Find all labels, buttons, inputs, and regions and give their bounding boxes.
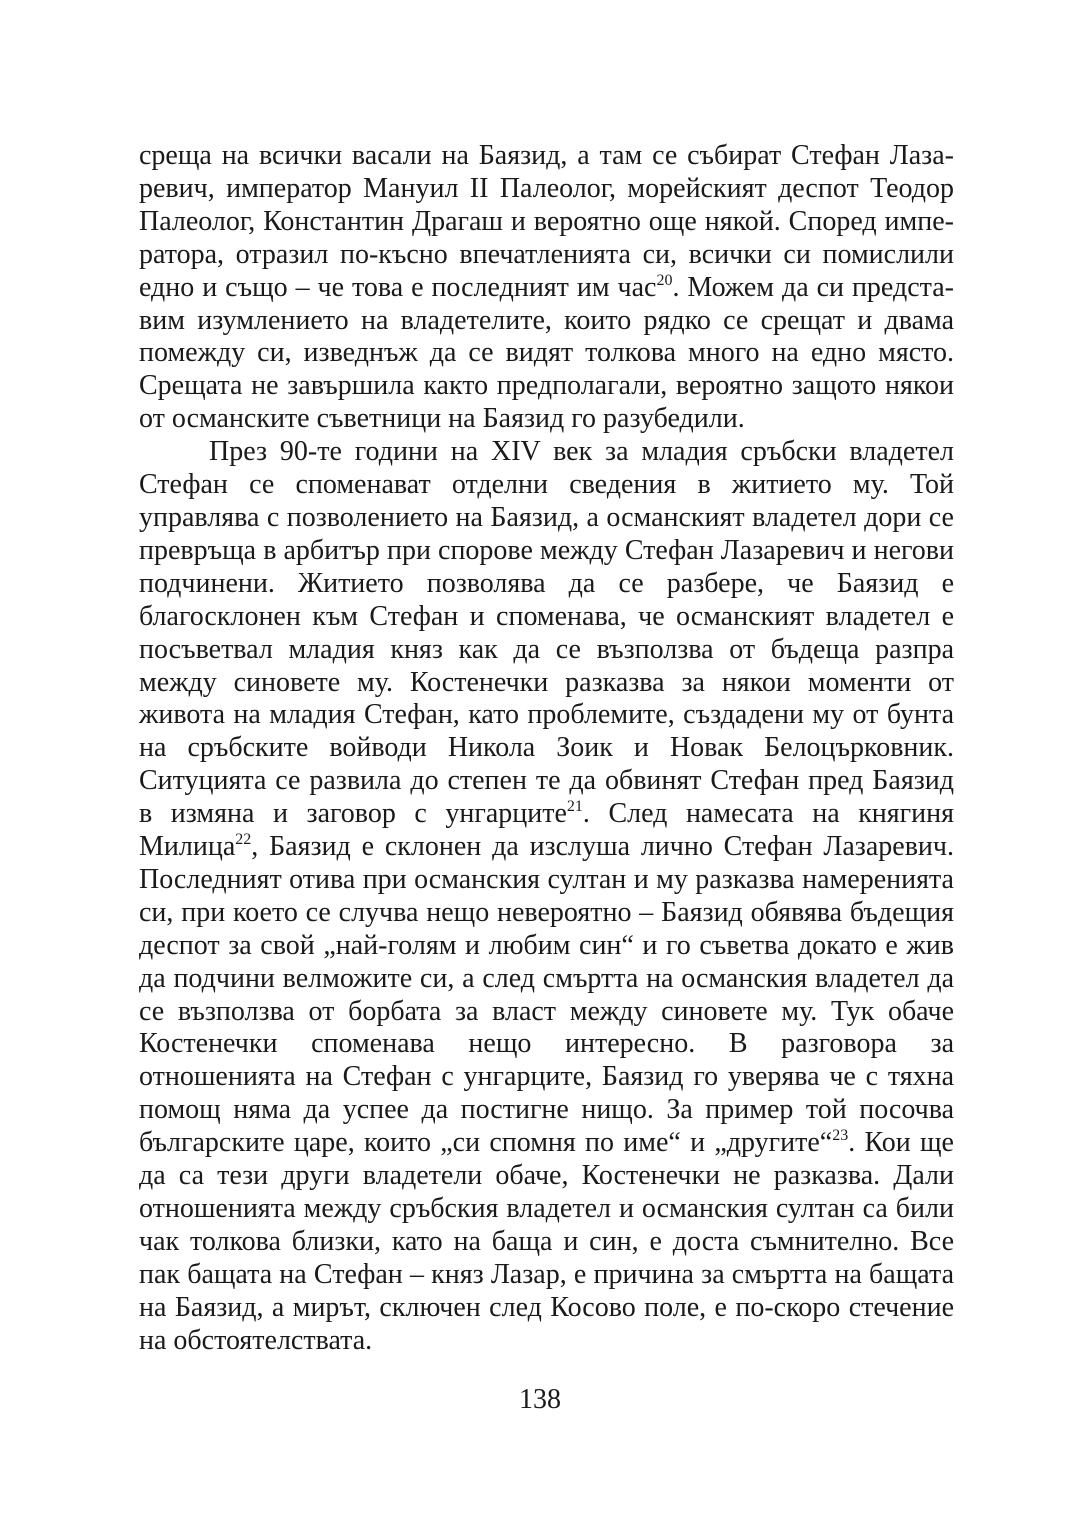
paragraph-2 bbox=[139, 436, 954, 1357]
paragraph-2-text-4: . Кои ще да са тези други владетели обаче, Костенечки не разказва. Дали отношенията между сръбския владетел и османския султан са били чак толкова близки, като на баща и син, е доста съмнително. Все пак бащата на Стефан – княз Лазар, е причина за смъртта на бащата на Баязид, а мирът, сключен след Косово поле, е по-скоро стечение на обстоятелствата. bbox=[139, 1127, 954, 1356]
paragraph-2-text-1: През 90-те години на XIV век за младия сръбски владетел Стефан се споменават отделни сведения в житието му. Той управлява с позволението на Баязид, а османският владетел дори се превръща в арбитър при спорове между Стефан Лазаревич и негови подчинени. Житието позволява да се разбере, че Баязид е благосклонен към Стефан и споменава, че османският владетел е посъветвал младия княз как да се възползва от бъдеща разпра между синовете му. Костенечки разказва за някои моменти от живота на младия Стефан, като проблемите, създадени му от бунта на сръбските войводи Никола Зоик и Новак Белоцърковник. Ситуцията се развила до степен те да обвинят Стефан пред Баязид в измяна и заговор с унгарците bbox=[139, 436, 954, 830]
footnote-ref-20[interactable]: 20 bbox=[656, 271, 673, 289]
paragraph-1-text-2: . Можем да си представим изумлението на владетелите, които рядко се срещат и двама помежду си, изведнъж да се видят толкова много на едно място. Срещата не завършила както предполагали, вероятно защото някои от османските съветници на Баязид го разубедили. bbox=[139, 271, 954, 435]
footnote-ref-21[interactable]: 21 bbox=[566, 798, 583, 816]
paragraph-1-text-1: среща на всички васали на Баязид, а там се събират Стефан Лазаревич, император Мануил II Палеолог, морейският деспот Теодор Палеолог, Константин Драгаш и вероятно още някой. Според императора, отразил по-късно впечатленията си, всички си помислили едно и също – че това е последният им час bbox=[139, 140, 954, 303]
paragraph-1 bbox=[139, 140, 954, 436]
footnote-ref-22[interactable]: 22 bbox=[235, 831, 252, 849]
paragraph-2-text-3: , Баязид е склонен да изслуша лично Стефан Лазаревич. Последният отива при османския султан и му разказва намеренията си, при което се случва нещо невероятно – Баязид обявява бъдещия деспот за свой „най-голям и любим син“ и го съветва докато е жив да подчини велможите си, а след смъртта на османския владетел да се възползва от борбата за власт между синовете му. Тук обаче Костенечки споменава нещо интересно. В разговора за отношенията на Стефан с унгарците, Баязид го уверява че с тяхна помощ няма да успее да постигне нищо. За пример той посочва българските царе, които „си спомня по име“ и „другите“ bbox=[139, 831, 954, 1159]
page-body bbox=[139, 140, 954, 1358]
page-number: 138 bbox=[519, 1384, 561, 1415]
footnote-ref-23[interactable]: 23 bbox=[832, 1127, 849, 1145]
paragraph-2-text-2: . След намесата на княгиня Милица bbox=[139, 798, 954, 863]
